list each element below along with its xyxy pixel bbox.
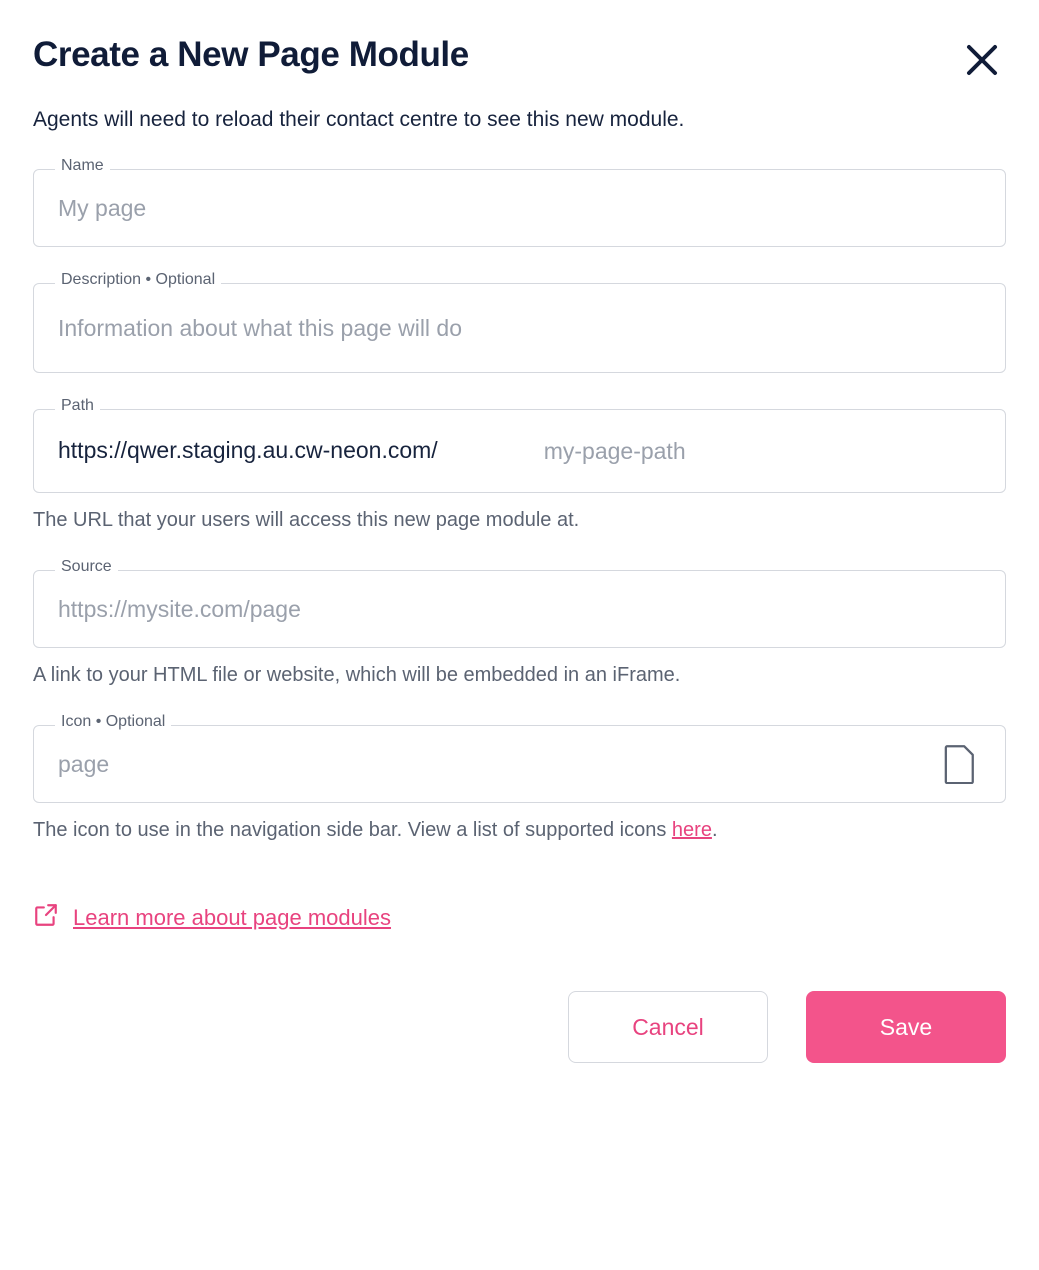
field-name	[33, 157, 1006, 247]
source-placeholder: https://mysite.com/page	[58, 595, 301, 622]
page-icon	[943, 744, 977, 784]
dialog-footer	[33, 991, 1006, 1063]
learn-more-label[interactable]: Learn more about page modules	[73, 904, 391, 930]
name-label: Name	[55, 158, 110, 174]
path-helper-text: The URL that your users will access this new page module at.	[33, 509, 580, 532]
field-icon	[33, 713, 1006, 844]
path-prefix: https://qwer.staging.au.cw-neon.com/	[58, 437, 438, 464]
page-title: Create a New Page Module	[33, 35, 469, 74]
supported-icons-link[interactable]: here	[671, 819, 712, 842]
icon-helper-text	[33, 817, 1006, 844]
dialog-header	[33, 34, 1006, 82]
path-input[interactable]	[33, 409, 1006, 493]
save-button[interactable]: Save	[806, 991, 1006, 1063]
dialog-subtitle: Agents will need to reload their contact centre to see this new module.	[33, 108, 685, 131]
icon-helper-before: The icon to use in the navigation side bar. View a list of supported icons	[33, 819, 672, 842]
description-placeholder: Information about what this page will do	[58, 314, 463, 341]
icon-helper-after: .	[711, 819, 718, 842]
learn-more-link[interactable]	[33, 902, 1006, 933]
name-input[interactable]	[33, 169, 1006, 247]
field-description	[33, 271, 1006, 373]
path-label: Path	[55, 398, 100, 414]
name-placeholder: My page	[58, 194, 147, 221]
field-path	[33, 397, 1006, 534]
icon-input[interactable]	[33, 725, 1006, 803]
close-icon[interactable]	[960, 38, 1004, 82]
icon-placeholder: page	[58, 750, 110, 777]
external-link-icon	[33, 902, 59, 933]
source-label: Source	[55, 559, 118, 575]
cancel-button[interactable]: Cancel	[568, 991, 768, 1063]
field-source	[33, 558, 1006, 689]
source-helper-text: A link to your HTML file or website, which will be embedded in an iFrame.	[33, 664, 681, 687]
description-input[interactable]	[33, 283, 1006, 373]
source-input[interactable]	[33, 570, 1006, 648]
icon-label: Icon • Optional	[55, 714, 171, 730]
path-placeholder: my-page-path	[543, 437, 686, 464]
description-label: Description • Optional	[55, 272, 221, 288]
